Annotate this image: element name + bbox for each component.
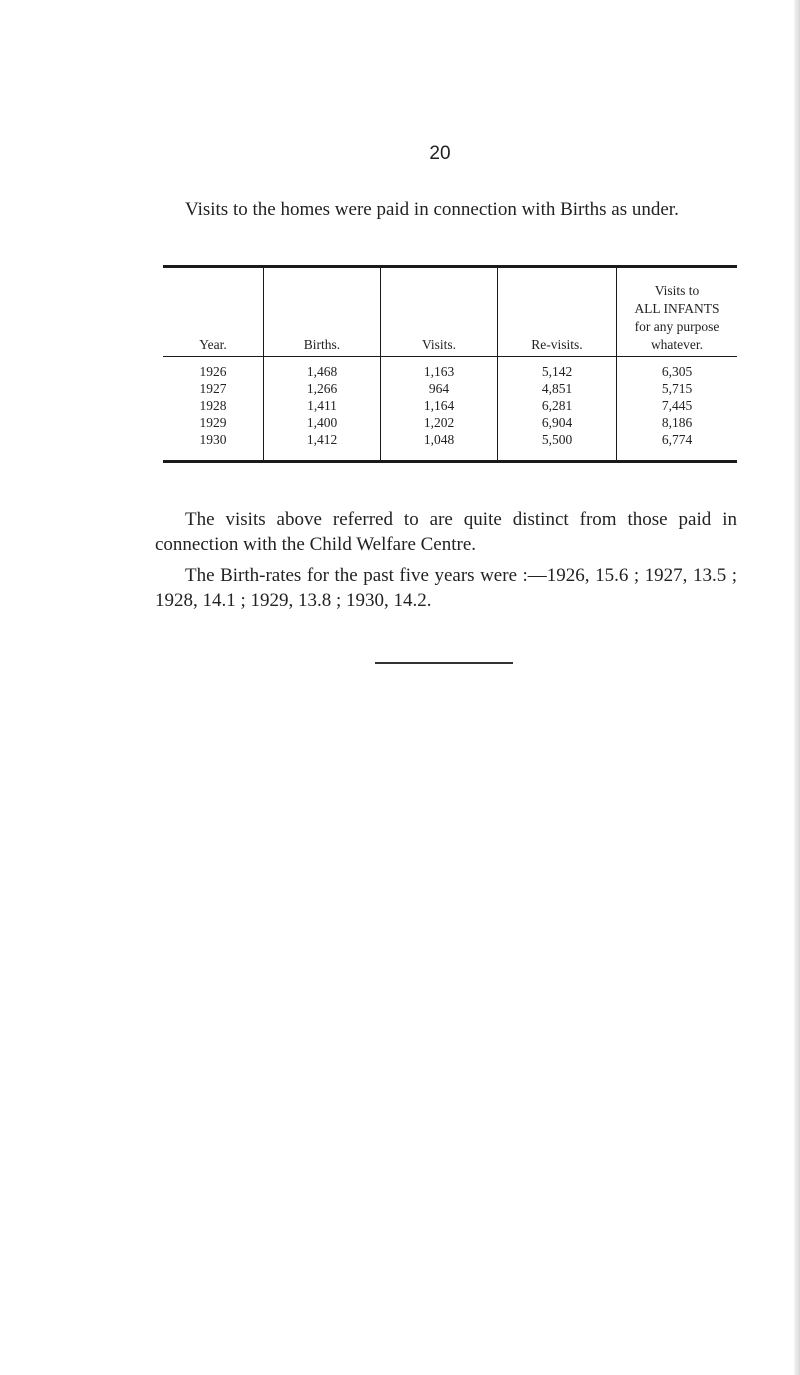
cell-visits: 1,048 [381,431,498,460]
cell-infants: 5,715 [617,380,738,397]
cell-year: 1929 [199,415,227,430]
table-row [163,414,737,431]
table-row [163,397,737,414]
cell-visits: 1,164 [381,397,498,414]
cell-revisits: 6,904 [498,414,617,431]
cell-revisits: 4,851 [498,380,617,397]
cell-year: 1930 [199,432,227,447]
header-visits: Visits. [381,268,498,357]
table-header-row [163,268,737,357]
cell-visits: 1,202 [381,414,498,431]
table-row [163,380,737,397]
table-row [163,431,737,460]
cell-revisits: 5,500 [498,431,617,460]
birth-rates-paragraph: The Birth-rates for the past five years were :—1926, 15.6 ; 1927, 13.5 ; 1928, 14.1 ; 1929, 13.8 ; 1930, 14.2. [155,565,737,611]
section-divider [375,662,513,664]
header-year: Year. [163,268,264,357]
header-births: Births. [264,268,381,357]
cell-visits: 1,163 [381,357,498,381]
cell-visits: 964 [381,380,498,397]
header-revisits: Re-visits. [498,268,617,357]
cell-year: 1926 [199,364,227,379]
cell-births: 1,266 [264,380,381,397]
cell-births: 1,468 [264,357,381,381]
cell-births: 1,400 [264,414,381,431]
table-row [163,357,737,381]
visits-note-paragraph: The visits above referred to are quite distinct from those paid in connection with the Child Welfare Centre. [155,509,737,555]
page-number: 20 [429,143,451,164]
cell-infants: 6,774 [617,431,738,460]
cell-year: 1928 [199,398,227,413]
header-all-infants [617,268,738,357]
cell-infants: 7,445 [617,397,738,414]
cell-revisits: 5,142 [498,357,617,381]
header-all-infants-line2: ALL INFANTS [634,301,720,316]
cell-infants: 8,186 [617,414,738,431]
cell-births: 1,412 [264,431,381,460]
cell-revisits: 6,281 [498,397,617,414]
header-all-infants-line1: Visits to [654,283,700,298]
header-all-infants-line4: whatever. [650,337,704,352]
visits-table [163,265,737,463]
cell-year: 1927 [199,381,227,396]
cell-births: 1,411 [264,397,381,414]
cell-infants: 6,305 [617,357,738,381]
header-all-infants-line3: for any purpose [634,319,720,334]
intro-paragraph: Visits to the homes were paid in connection with Births as under. [185,199,679,220]
page-edge-shadow [794,0,800,1375]
